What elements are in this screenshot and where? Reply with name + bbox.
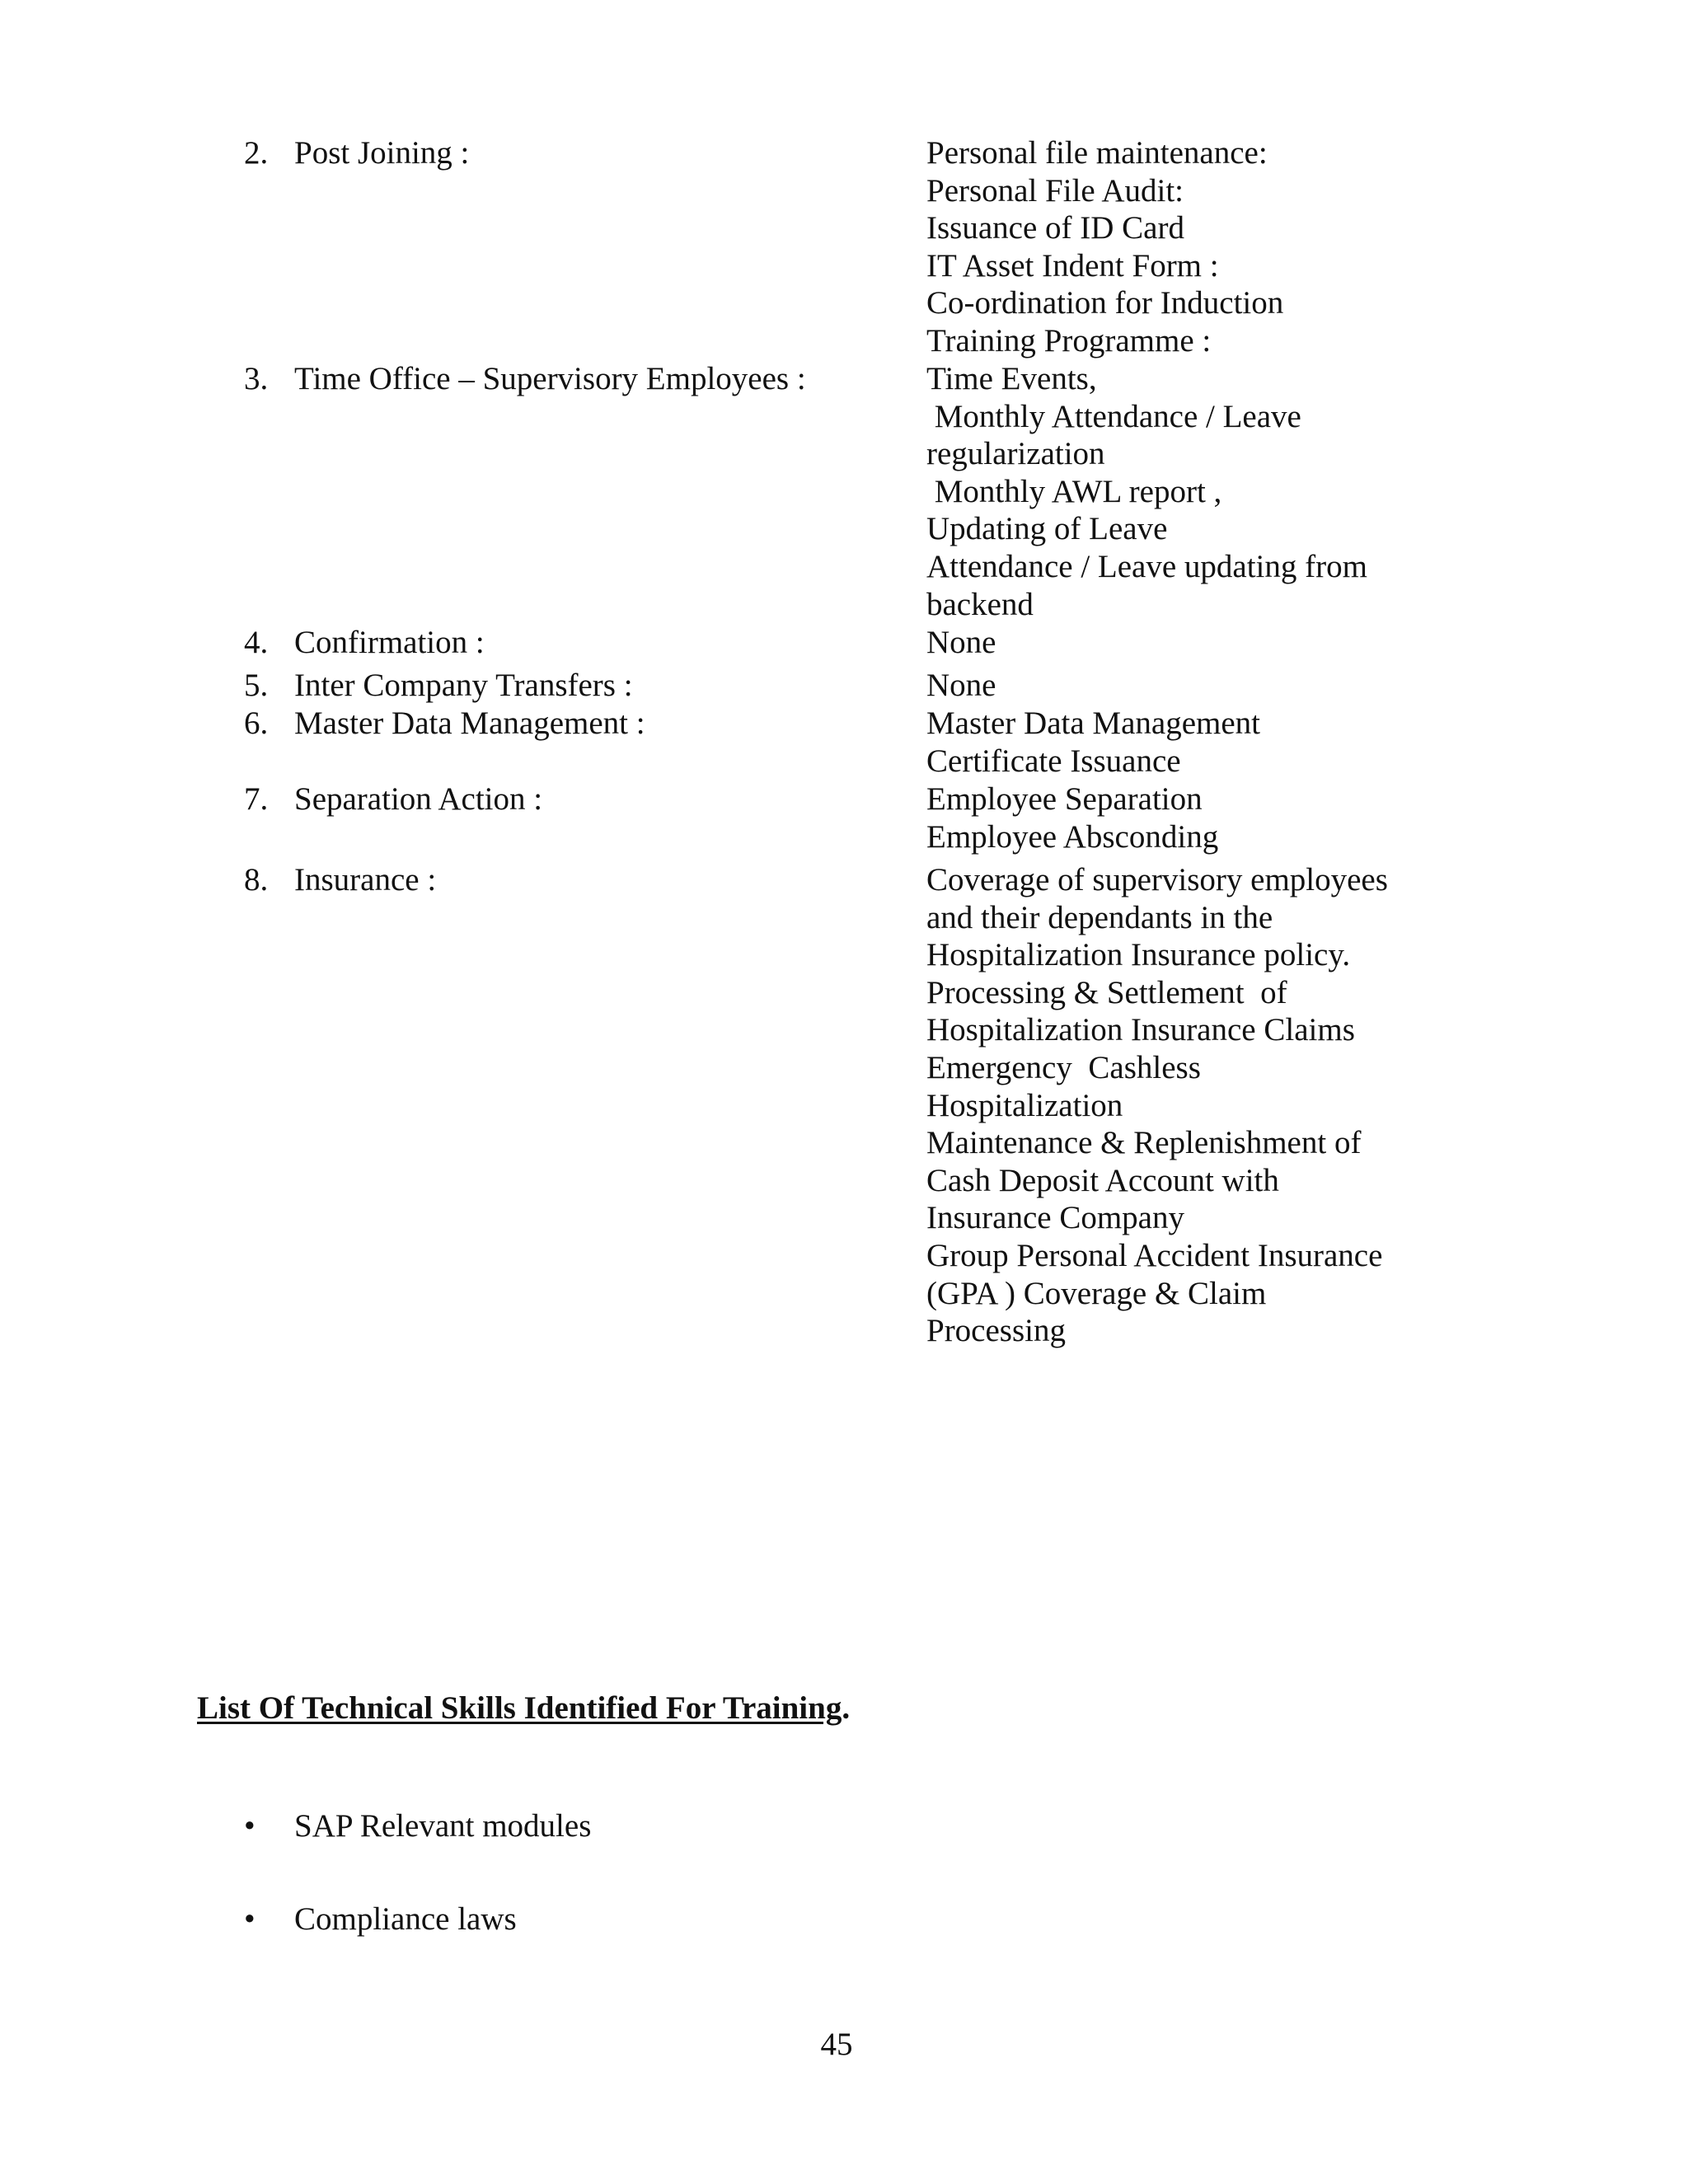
list-item-detail-line: Coverage of supervisory employees: [926, 862, 1388, 898]
list-item-label: Time Office – Supervisory Employees :: [294, 361, 806, 396]
list-item-detail-line: Emergency Cashless: [926, 1050, 1201, 1085]
list-item-detail-line: Attendance / Leave updating from: [926, 549, 1367, 584]
list-item-detail-line: (GPA ) Coverage & Claim: [926, 1275, 1267, 1311]
list-item-detail-line: Employee Separation: [926, 781, 1203, 817]
list-item-detail-line: Issuance of ID Card: [926, 210, 1184, 246]
list-item-detail-line: Updating of Leave: [926, 511, 1168, 547]
list-item-label: Post Joining :: [294, 135, 470, 171]
list-item-label: Master Data Management :: [294, 705, 645, 741]
list-item-detail-line: Insurance Company: [926, 1200, 1184, 1236]
list-item-detail-line: Employee Absconding: [926, 818, 1219, 855]
list-item-detail-line: Processing & Settlement of: [926, 974, 1287, 1010]
list-item-detail-line: None: [926, 668, 996, 703]
page-number: 45: [820, 2027, 853, 2062]
section-heading: [197, 1690, 850, 1727]
list-item-number: 3.: [244, 361, 269, 396]
list-item-label: Inter Company Transfers :: [294, 668, 633, 703]
list-item-number: 4.: [244, 625, 269, 660]
bullet-item-sap: SAP Relevant modules: [294, 1808, 592, 1844]
section-heading-text: List Of Technical Skills Identified For Training: [197, 1690, 842, 1726]
list-item-detail-line: Co-ordination for Induction: [926, 285, 1284, 321]
list-item-detail-line: Group Personal Accident Insurance: [926, 1238, 1383, 1273]
list-item-detail-line: Master Data Management: [926, 705, 1261, 741]
list-item-detail-line: Training Programme :: [926, 323, 1212, 359]
list-item-detail-line: None: [926, 625, 996, 660]
list-item-label: Insurance :: [294, 862, 437, 898]
list-item-number: 5.: [244, 668, 269, 703]
list-item-detail-line: Time Events,: [926, 361, 1097, 396]
bullet-symbol: •: [244, 1808, 256, 1844]
list-item-detail-line: backend: [926, 586, 1034, 622]
section-heading-period: .: [842, 1690, 851, 1726]
list-item-detail-line: IT Asset Indent Form :: [926, 247, 1219, 284]
list-item-label: Confirmation :: [294, 625, 485, 660]
list-item-number: 6.: [244, 705, 269, 741]
list-item-detail-line: Monthly AWL report ,: [926, 473, 1222, 509]
list-item-number: 2.: [244, 135, 269, 171]
list-item-detail-line: Maintenance & Replenishment of: [926, 1125, 1362, 1161]
list-item-number: 7.: [244, 781, 269, 817]
bullet-item-compliance: Compliance laws: [294, 1901, 517, 1937]
list-item-detail-line: and their dependants in the: [926, 899, 1273, 935]
list-item-detail-line: Personal file maintenance:: [926, 135, 1268, 171]
list-item-detail-line: Personal File Audit:: [926, 172, 1184, 209]
list-item-label: Separation Action :: [294, 781, 543, 817]
bullet-symbol: •: [244, 1901, 256, 1937]
list-item-number: 8.: [244, 862, 269, 898]
list-item-detail-line: Processing: [926, 1313, 1066, 1349]
list-item-detail-line: Hospitalization Insurance policy.: [926, 937, 1351, 973]
list-item-detail-line: Cash Deposit Account with: [926, 1162, 1279, 1198]
list-item-detail-line: Hospitalization: [926, 1087, 1123, 1123]
list-item-detail-line: Hospitalization Insurance Claims: [926, 1012, 1355, 1048]
list-item-detail-line: Monthly Attendance / Leave: [926, 398, 1301, 434]
list-item-detail-line: regularization: [926, 436, 1105, 472]
list-item-detail-line: Certificate Issuance: [926, 743, 1181, 779]
